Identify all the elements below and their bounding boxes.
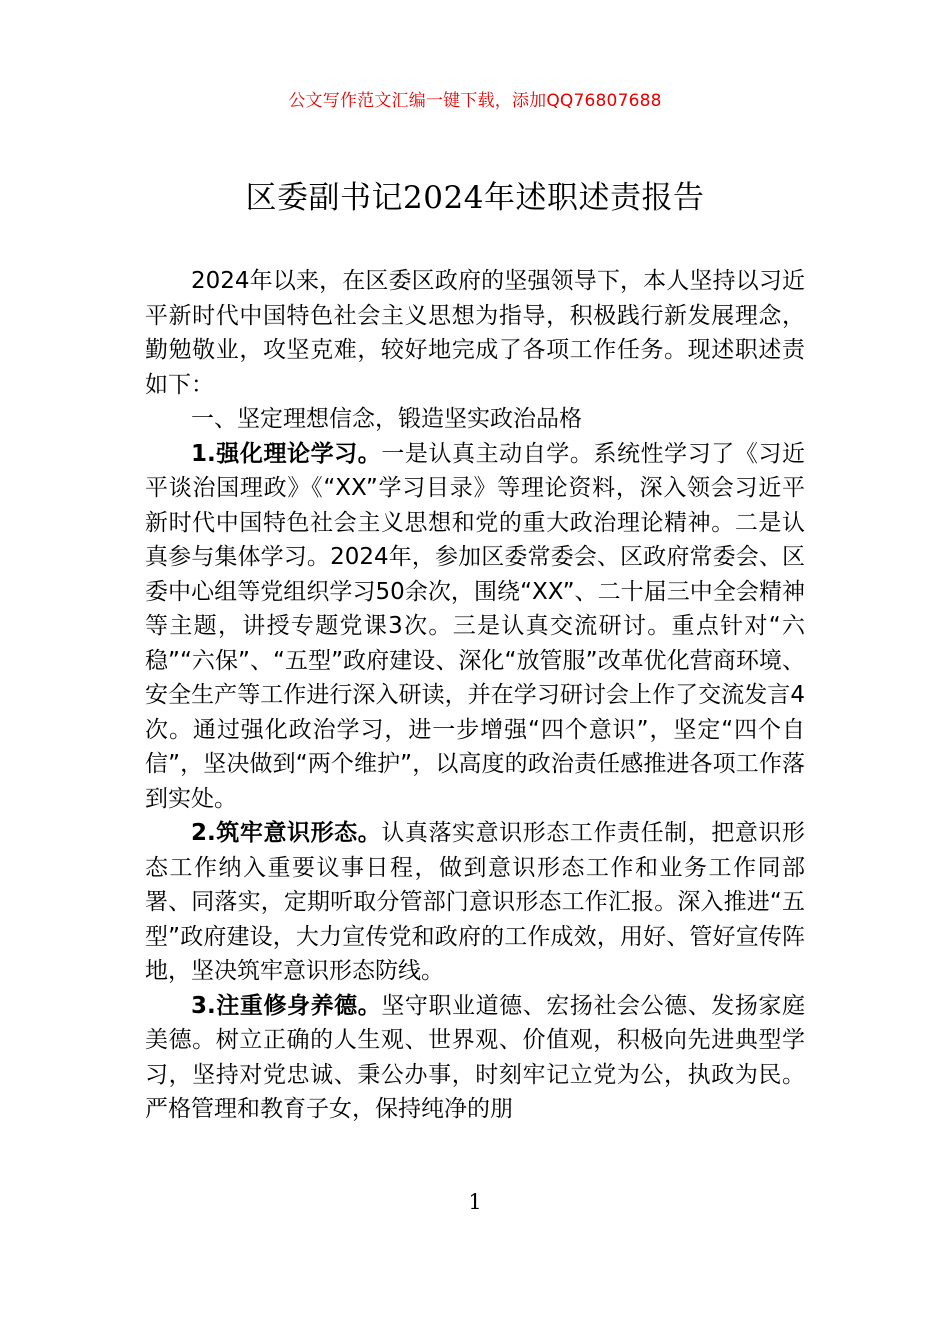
header-note: 公文写作范文汇编一键下载，添加QQ76807688 (288, 91, 662, 111)
section-heading-1-text: 一、坚定理想信念，锻造坚实政治品格 (191, 406, 582, 432)
paragraph-3-text: 坚守职业道德、宏扬社会公德、发扬家庭美德。树立正确的人生观、世界观、价值观，积极向先进典型学习，坚持对党忠诚、秉公办事，时刻牢记立党为公，执政为民。严格管理和教育子女，保持纯净的朋 (145, 992, 806, 1122)
paragraph-3 (145, 989, 805, 1127)
section-heading-1 (145, 402, 805, 437)
paragraph-3-lead: 3.注重修身养德。 (191, 992, 382, 1019)
paragraph-2 (145, 816, 805, 989)
paragraph-intro-text: 2024年以来，在区委区政府的坚强领导下，本人坚持以习近平新时代中国特色社会主义思想为指导，积极践行新发展理念，勤勉敬业，攻坚克难，较好地完成了各项工作任务。现述职述责如下： (145, 268, 805, 398)
paragraph-2-lead: 2.筑牢意识形态。 (191, 820, 382, 846)
paragraph-intro (145, 264, 805, 402)
paragraph-2-text: 认真落实意识形态工作责任制，把意识形态工作纳入重要议事日程，做到意识形态工作和业务工作同部署、同落实，定期听取分管部门意识形态工作汇报。深入推进“五型”政府建设，大力宣传党和政府的工作成效，用好、管好宣传阵地，坚决筑牢意识形态防线。 (145, 820, 806, 984)
document-title: 区委副书记2024年述职述责报告 (245, 180, 705, 216)
paragraph-1-lead: 1.强化理论学习。 (191, 440, 382, 467)
document-body (145, 264, 805, 1127)
page-number: 1 (468, 1190, 482, 1214)
paragraph-1-text: 一是认真主动自学。系统性学习了《习近平谈治国理政》《“XX”学习目录》等理论资料，深入领会习近平新时代中国特色社会主义思想和党的重大政治理论精神。二是认真参与集体学习。2024年，参加区委常委会、区政府常委会、区委中心组等党组织学习50余次，围绕“XX”、二十届三中全会精神等主题，讲授专题党课3次。三是认真交流研讨。重点针对“六稳”“六保”、“五型”政府建设、深化“放管服”改革优化营商环境、安全生产等工作进行深入研读，并在学习研讨会上作了交流发言4次。通过强化政治学习，进一步增强“四个意识”，坚定“四个自信”，坚决做到“两个维护”，以高度的政治责任感推进各项工作落到实处。 (145, 440, 806, 812)
paragraph-1 (145, 437, 805, 817)
